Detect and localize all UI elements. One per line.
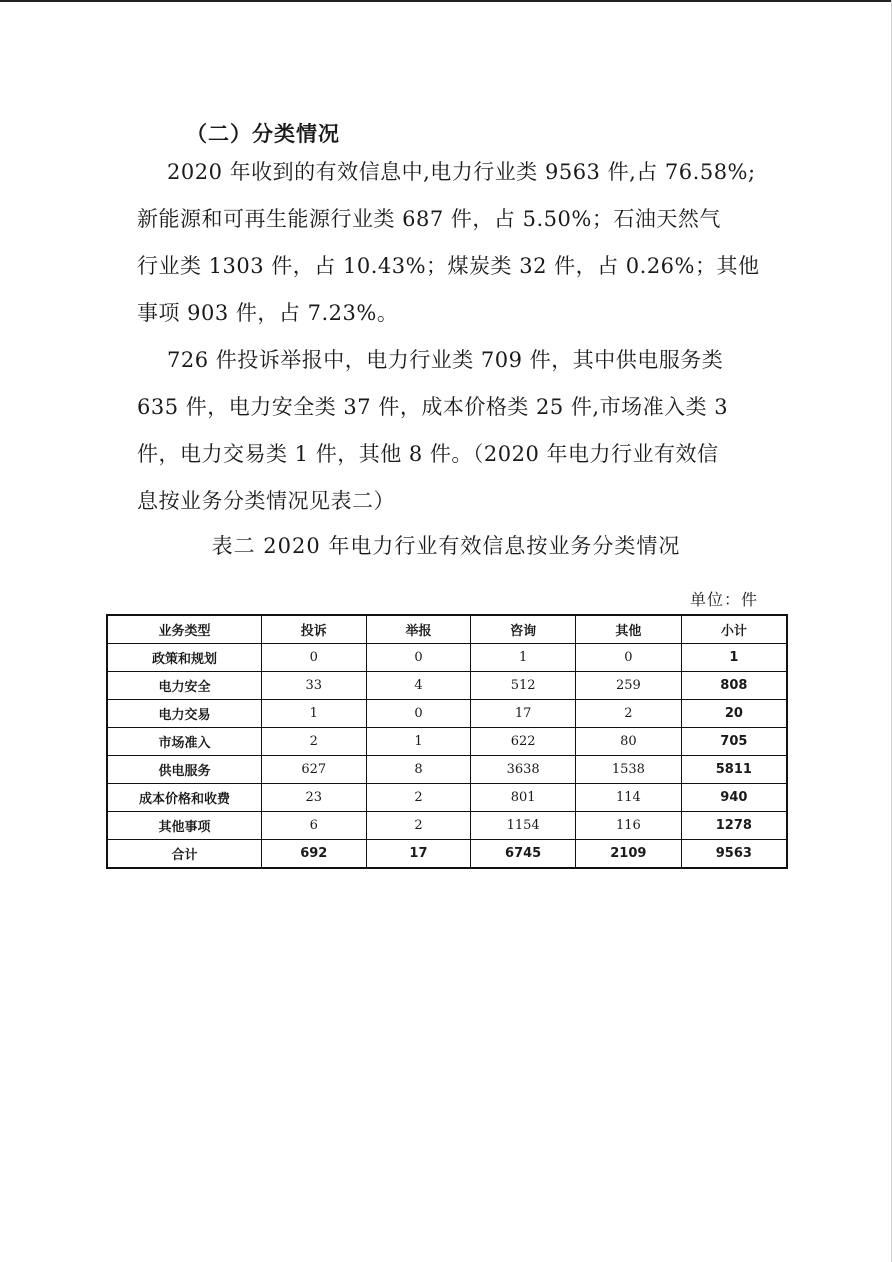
paragraph-line: 行业类 1303 件，占 10.43%；煤炭类 32 件，占 0.26%；其他	[137, 254, 760, 278]
paragraph-line: 息按业务分类情况见表二）	[137, 489, 395, 513]
row-category: 电力交易	[107, 700, 261, 728]
header-subtotal: 小计	[681, 615, 787, 644]
table-title: 表二 2020 年电力行业有效信息按业务分类情况	[211, 534, 681, 558]
cell-subtotal: 705	[681, 728, 787, 756]
cell-subtotal: 1	[681, 644, 787, 672]
paragraph-classification-summary	[137, 149, 787, 337]
cell-report: 1	[366, 728, 471, 756]
table-header-row	[107, 615, 787, 644]
cell-report: 8	[366, 756, 471, 784]
paragraph-line: 事项 903 件，占 7.23%。	[137, 301, 399, 325]
cell-subtotal: 20	[681, 700, 787, 728]
top-border-line	[0, 0, 892, 2]
table-row	[107, 756, 787, 784]
cell-inquiry: 3638	[471, 756, 576, 784]
cell-other: 80	[576, 728, 682, 756]
cell-subtotal: 5811	[681, 756, 787, 784]
cell-complaint: 1	[261, 700, 366, 728]
cell-inquiry: 622	[471, 728, 576, 756]
header-complaint: 投诉	[261, 615, 366, 644]
cell-inquiry: 17	[471, 700, 576, 728]
paragraph-line: 新能源和可再生能源行业类 687 件，占 5.50%；石油天然气	[137, 207, 721, 231]
cell-subtotal: 940	[681, 784, 787, 812]
row-category: 成本价格和收费	[107, 784, 261, 812]
cell-inquiry: 801	[471, 784, 576, 812]
cell-complaint: 6	[261, 812, 366, 840]
table-row	[107, 728, 787, 756]
cell-report: 0	[366, 700, 471, 728]
cell-report: 2	[366, 812, 471, 840]
row-category: 市场准入	[107, 728, 261, 756]
paragraph-complaint-summary	[137, 337, 787, 525]
header-other: 其他	[576, 615, 682, 644]
cell-complaint: 0	[261, 644, 366, 672]
table-row	[107, 700, 787, 728]
paragraph-line: 635 件，电力安全类 37 件，成本价格类 25 件,市场准入类 3	[137, 395, 729, 419]
cell-report: 2	[366, 784, 471, 812]
total-inquiry: 6745	[471, 840, 576, 869]
paragraph-line: 件，电力交易类 1 件，其他 8 件。（2020 年电力行业有效信	[137, 442, 719, 466]
total-other: 2109	[576, 840, 682, 869]
cell-inquiry: 1	[471, 644, 576, 672]
row-category: 供电服务	[107, 756, 261, 784]
cell-other: 0	[576, 644, 682, 672]
row-category: 其他事项	[107, 812, 261, 840]
cell-report: 4	[366, 672, 471, 700]
business-category-table	[106, 614, 788, 869]
cell-complaint: 2	[261, 728, 366, 756]
cell-other: 116	[576, 812, 682, 840]
table-total-row	[107, 840, 787, 869]
cell-complaint: 627	[261, 756, 366, 784]
paragraph-line: 726 件投诉举报中，电力行业类 709 件，其中供电服务类	[167, 348, 724, 372]
total-report: 17	[366, 840, 471, 869]
row-category: 政策和规划	[107, 644, 261, 672]
cell-report: 0	[366, 644, 471, 672]
cell-inquiry: 512	[471, 672, 576, 700]
header-business-type: 业务类型	[107, 615, 261, 644]
header-inquiry: 咨询	[471, 615, 576, 644]
table-unit-note: 单位：件	[689, 590, 758, 609]
header-report: 举报	[366, 615, 471, 644]
cell-complaint: 33	[261, 672, 366, 700]
table-row	[107, 672, 787, 700]
total-label: 合计	[107, 840, 261, 869]
cell-inquiry: 1154	[471, 812, 576, 840]
section-heading: （二）分类情况	[186, 121, 340, 146]
row-category: 电力安全	[107, 672, 261, 700]
cell-complaint: 23	[261, 784, 366, 812]
cell-subtotal: 1278	[681, 812, 787, 840]
total-subtotal: 9563	[681, 840, 787, 869]
table-row	[107, 812, 787, 840]
total-complaint: 692	[261, 840, 366, 869]
paragraph-line: 2020 年收到的有效信息中,电力行业类 9563 件,占 76.58%;	[167, 160, 756, 184]
cell-other: 259	[576, 672, 682, 700]
cell-other: 1538	[576, 756, 682, 784]
table-row	[107, 784, 787, 812]
cell-other: 114	[576, 784, 682, 812]
cell-other: 2	[576, 700, 682, 728]
table-row	[107, 644, 787, 672]
cell-subtotal: 808	[681, 672, 787, 700]
